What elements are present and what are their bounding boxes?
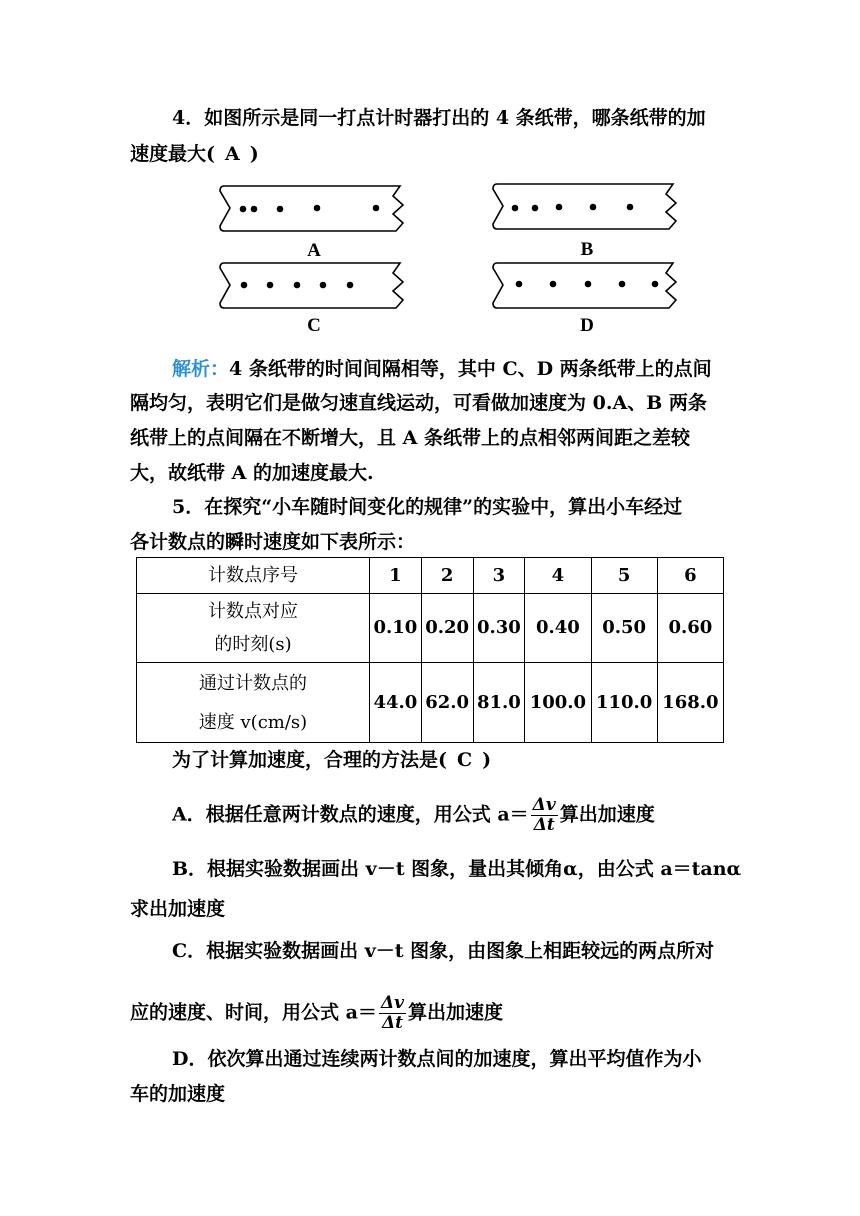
fraction-a: $\frac{\Delta v}{\Delta t}$ xyxy=(532,795,556,835)
q4-line-2: 速度最大( A ) xyxy=(130,143,259,165)
q4-line-1: 4．如图所示是同一打点计时器打出的 4 条纸带，哪条纸带的加 xyxy=(172,107,706,129)
analysis-line-3: 纸带上的点间隔在不断增大，且 A 条纸带上的点相邻两间距之差较 xyxy=(130,427,690,449)
q5-answer: C xyxy=(457,749,473,771)
tape-d-dot xyxy=(550,281,557,288)
analysis-line-2: 隔均匀，表明它们是做匀速直线运动，可看做加速度为 0.A、B 两条 xyxy=(130,392,707,414)
table-row xyxy=(137,558,724,594)
q5-option-a: A．根据任意两计数点的速度，用公式 a＝ $\frac{\Delta v}{\Delta t}$ 算出加速度 xyxy=(172,795,655,835)
analysis-line-4: 大，故纸带 A 的加速度最大. xyxy=(130,462,374,484)
tape-c-dot xyxy=(267,282,274,289)
tape-label-b: B xyxy=(580,239,594,260)
table-cell: 3 xyxy=(473,558,525,594)
tape-d-dot xyxy=(619,281,626,288)
table-head-time: 计数点对应 的时刻(s) xyxy=(137,594,370,663)
tape-label-a: A xyxy=(307,240,321,261)
table-head-index: 计数点序号 xyxy=(137,558,370,594)
table-cell: 0.50 xyxy=(591,594,657,663)
table-cell: 168.0 xyxy=(657,663,723,743)
tape-a-dot xyxy=(314,205,321,212)
tape-a-dot xyxy=(277,206,284,213)
tape-c-dot xyxy=(347,282,354,289)
q4-answer: A xyxy=(225,143,240,165)
table-head-speed: 通过计数点的 速度 v(cm/s) xyxy=(137,663,370,743)
tape-c xyxy=(220,263,403,308)
table-row xyxy=(137,663,724,743)
q5-question: 为了计算加速度，合理的方法是( C ) xyxy=(172,749,492,771)
table-cell: 44.0 xyxy=(370,663,422,743)
tape-c-dot xyxy=(241,282,248,289)
paper-tapes-figure xyxy=(0,0,860,340)
tape-b xyxy=(493,184,676,229)
tape-b-dot xyxy=(556,204,563,211)
tape-b-dot xyxy=(590,204,597,211)
table-cell: 0.40 xyxy=(525,594,591,663)
table-cell: 2 xyxy=(421,558,473,594)
table-cell: 0.10 xyxy=(370,594,422,663)
q5-line-1: 5．在探究“小车随时间变化的规律”的实验中，算出小车经过 xyxy=(172,496,683,518)
analysis-label: 解析： xyxy=(172,358,230,380)
tape-label-c: C xyxy=(307,315,321,336)
table-cell: 1 xyxy=(370,558,422,594)
tape-b-dot xyxy=(627,204,634,211)
fraction-c: $\frac{\Delta v}{\Delta t}$ xyxy=(380,993,405,1033)
table-row xyxy=(137,594,724,663)
table-cell: 0.20 xyxy=(421,594,473,663)
tape-label-d: D xyxy=(580,315,594,336)
velocity-table xyxy=(136,557,724,743)
table-cell: 0.60 xyxy=(657,594,723,663)
tape-c-dot xyxy=(320,282,327,289)
tape-b-dot xyxy=(532,205,539,212)
table-cell: 100.0 xyxy=(525,663,591,743)
q5-option-b-line-2: 求出加速度 xyxy=(130,898,226,920)
table-cell: 6 xyxy=(657,558,723,594)
q5-option-c-line-2: 应的速度、时间，用公式 a＝ $\frac{\Delta v}{\Delta t}$ 算出加速度 xyxy=(130,993,504,1033)
tape-d-dot xyxy=(652,281,659,288)
q5-line-2: 各计数点的瞬时速度如下表所示： xyxy=(130,531,416,553)
tape-b-dot xyxy=(512,205,519,212)
table-cell: 81.0 xyxy=(473,663,525,743)
tape-a-dot xyxy=(373,205,380,212)
q5-option-b-line-1: B．根据实验数据画出 v－t 图象，量出其倾角α，由公式 a＝tanα xyxy=(172,858,742,880)
tape-d-dot xyxy=(516,281,523,288)
table-cell: 110.0 xyxy=(591,663,657,743)
tape-c-dot xyxy=(294,282,301,289)
tape-d-dot xyxy=(585,281,592,288)
q5-option-d-line-2: 车的加速度 xyxy=(130,1083,226,1105)
table-cell: 0.30 xyxy=(473,594,525,663)
table-cell: 62.0 xyxy=(421,663,473,743)
table-cell: 5 xyxy=(591,558,657,594)
q5-option-c-line-1: C．根据实验数据画出 v－t 图象，由图象上相距较远的两点所对 xyxy=(172,940,715,962)
table-cell: 4 xyxy=(525,558,591,594)
analysis-line-1: 解析：4 条纸带的时间间隔相等，其中 C、D 两条纸带上的点间 xyxy=(172,358,712,380)
tape-a-dot xyxy=(251,206,258,213)
tape-a-dot xyxy=(240,206,247,213)
q5-option-d-line-1: D．依次算出通过连续两计数点间的加速度，算出平均值作为小 xyxy=(172,1048,702,1070)
